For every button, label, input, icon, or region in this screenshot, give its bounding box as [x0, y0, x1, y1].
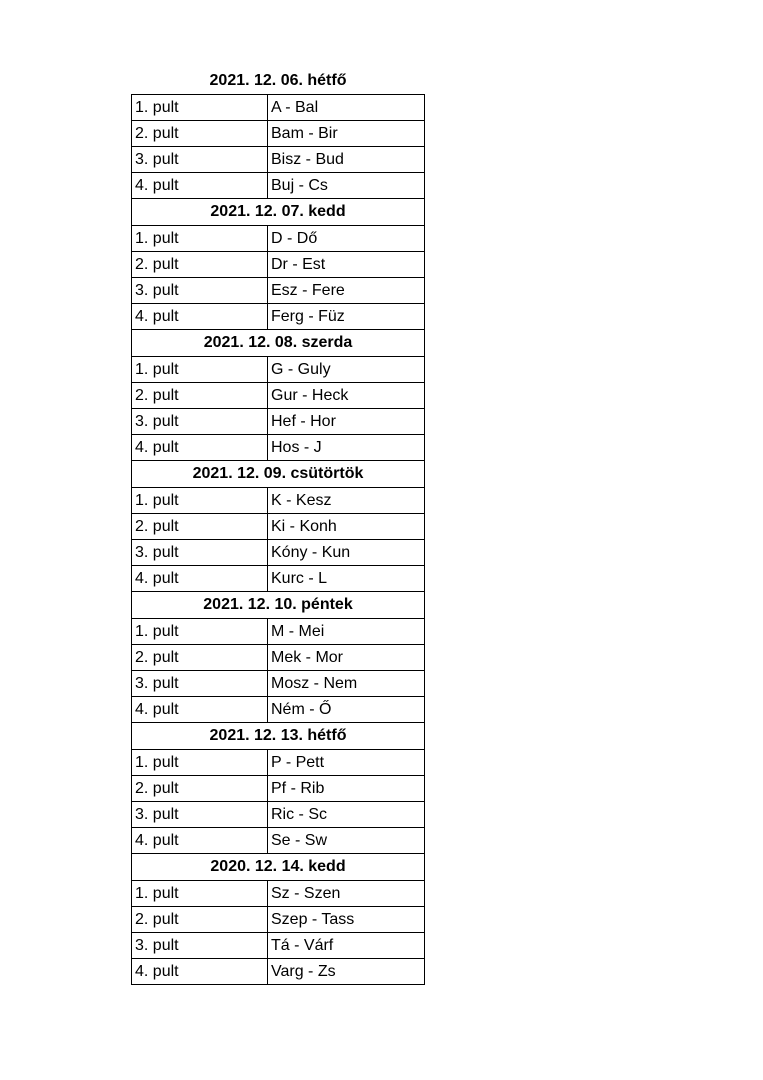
- table-row: [132, 828, 424, 854]
- table-row: [132, 252, 424, 278]
- table-row: [132, 671, 424, 697]
- day-rows: [131, 749, 425, 854]
- pult-cell: 2. pult: [132, 121, 268, 146]
- name-range-cell: Ferg - Füz: [271, 308, 345, 325]
- pult-cell: 2. pult: [132, 383, 268, 408]
- day-rows: [131, 487, 425, 592]
- name-range-cell: Se - Sw: [271, 832, 328, 849]
- pult-cell: 4. pult: [132, 828, 268, 853]
- name-range-cell: Gur - Heck: [271, 387, 349, 404]
- pult-cell: 1. pult: [132, 619, 268, 644]
- day-header: 2021. 12. 08. szerda: [131, 330, 425, 356]
- pult-cell: 3. pult: [132, 409, 268, 434]
- day-header: 2021. 12. 06. hétfő: [209, 72, 347, 89]
- day-header: 2021. 12. 07. kedd: [131, 199, 425, 225]
- name-range-cell: Ric - Sc: [271, 806, 327, 823]
- table-row: [132, 619, 424, 645]
- table-row: [132, 278, 424, 304]
- table-row: [132, 776, 424, 802]
- pult-cell: 2. pult: [132, 776, 268, 801]
- pult-cell: 3. pult: [132, 147, 268, 172]
- name-range-cell: Bisz - Bud: [271, 151, 344, 168]
- schedule-table: [131, 68, 425, 985]
- pult-cell: 3. pult: [132, 540, 268, 565]
- pult-cell: 4. pult: [132, 959, 268, 984]
- name-range-cell: Sz - Szen: [271, 885, 341, 902]
- day-block: [131, 199, 425, 330]
- name-range-cell: Pf - Rib: [271, 780, 325, 797]
- name-range-cell: A - Bal: [271, 99, 319, 116]
- pult-cell: 3. pult: [132, 671, 268, 696]
- pult-cell: 1. pult: [132, 357, 268, 382]
- name-range-cell: Hef - Hor: [271, 413, 336, 430]
- day-rows: [131, 94, 425, 199]
- day-block: [131, 723, 425, 854]
- pult-cell: 4. pult: [132, 173, 268, 198]
- pult-cell: 2. pult: [132, 252, 268, 277]
- table-row: [132, 173, 424, 199]
- table-row: [132, 383, 424, 409]
- day-block: [131, 854, 425, 985]
- table-row: [132, 488, 424, 514]
- pult-cell: 1. pult: [132, 488, 268, 513]
- day-block: [131, 68, 425, 199]
- day-header: 2021. 12. 09. csütörtök: [131, 461, 425, 487]
- table-row: [132, 750, 424, 776]
- table-row: [132, 121, 424, 147]
- name-range-cell: G - Guly: [271, 361, 331, 378]
- pult-cell: 1. pult: [132, 881, 268, 906]
- table-row: [132, 933, 424, 959]
- name-range-cell: Kóny - Kun: [271, 544, 351, 561]
- day-header: 2021. 12. 13. hétfő: [131, 723, 425, 749]
- table-row: [132, 881, 424, 907]
- pult-cell: 1. pult: [132, 750, 268, 775]
- table-row: [132, 697, 424, 723]
- pult-cell: 1. pult: [132, 226, 268, 251]
- table-row: [132, 802, 424, 828]
- table-row: [132, 95, 424, 121]
- day-rows: [131, 225, 425, 330]
- table-row: [132, 435, 424, 461]
- table-row: [132, 645, 424, 671]
- table-row: [132, 566, 424, 592]
- table-row: [132, 540, 424, 566]
- pult-cell: 3. pult: [132, 278, 268, 303]
- name-range-cell: M - Mei: [271, 623, 325, 640]
- pult-cell: 2. pult: [132, 645, 268, 670]
- name-range-cell: K - Kesz: [271, 492, 332, 509]
- name-range-cell: Szep - Tass: [271, 911, 355, 928]
- name-range-cell: P - Pett: [271, 754, 325, 771]
- name-range-cell: Ném - Ő: [271, 701, 332, 718]
- pult-cell: 2. pult: [132, 907, 268, 932]
- pult-cell: 4. pult: [132, 566, 268, 591]
- pult-cell: 2. pult: [132, 514, 268, 539]
- name-range-cell: Tá - Várf: [271, 937, 334, 954]
- name-range-cell: Esz - Fere: [271, 282, 345, 299]
- pult-cell: 4. pult: [132, 435, 268, 460]
- pult-cell: 4. pult: [132, 304, 268, 329]
- table-row: [132, 514, 424, 540]
- name-range-cell: Buj - Cs: [271, 177, 328, 194]
- day-header: 2020. 12. 14. kedd: [131, 854, 425, 880]
- name-range-cell: Mosz - Nem: [271, 675, 358, 692]
- day-block: [131, 461, 425, 592]
- pult-cell: 4. pult: [132, 697, 268, 722]
- table-row: [132, 959, 424, 985]
- table-row: [132, 907, 424, 933]
- name-range-cell: Ki - Konh: [271, 518, 337, 535]
- name-range-cell: Bam - Bir: [271, 125, 338, 142]
- pult-cell: 1. pult: [132, 95, 268, 120]
- table-row: [132, 147, 424, 173]
- day-block: [131, 592, 425, 723]
- day-rows: [131, 618, 425, 723]
- table-row: [132, 409, 424, 435]
- pult-cell: 3. pult: [132, 933, 268, 958]
- name-range-cell: Hos - J: [271, 439, 322, 456]
- pult-cell: 3. pult: [132, 802, 268, 827]
- table-row: [132, 357, 424, 383]
- day-header: 2021. 12. 10. péntek: [131, 592, 425, 618]
- name-range-cell: D - Dő: [271, 230, 318, 247]
- name-range-cell: Kurc - L: [271, 570, 328, 587]
- table-row: [132, 304, 424, 330]
- day-rows: [131, 356, 425, 461]
- name-range-cell: Varg - Zs: [271, 963, 336, 980]
- name-range-cell: Mek - Mor: [271, 649, 343, 666]
- day-block: [131, 330, 425, 461]
- name-range-cell: Dr - Est: [271, 256, 326, 273]
- table-row: [132, 226, 424, 252]
- day-rows: [131, 880, 425, 985]
